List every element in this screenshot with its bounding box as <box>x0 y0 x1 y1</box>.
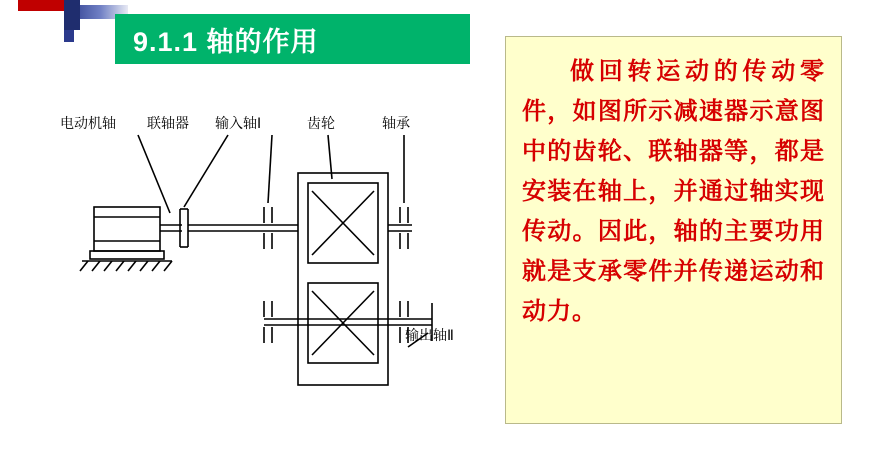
slide-title-band <box>115 14 470 64</box>
label-output-shaft: 输出轴Ⅱ <box>405 328 454 344</box>
label-gear: 齿轮 <box>307 116 335 132</box>
description-text: 做回转运动的传动零件，如图所示减速器示意图中的齿轮、联轴器等，都是安装在轴上，并通过轴实现传动。因此，轴的主要功用就是支承零件并传递运动和动力。 <box>522 57 825 325</box>
description-panel <box>505 36 842 424</box>
corner-bar-small-icon <box>64 30 74 42</box>
reducer-diagram <box>60 95 500 435</box>
label-bearing: 轴承 <box>382 116 410 132</box>
page-title: 9.1.1 轴的作用 <box>133 26 319 57</box>
label-motor-shaft: 电动机轴 <box>60 116 116 132</box>
reducer-schematic-svg <box>60 95 500 435</box>
decorative-corner <box>0 0 130 46</box>
corner-bar-navy-icon <box>64 0 80 30</box>
label-coupling: 联轴器 <box>147 116 189 132</box>
label-input-shaft: 输入轴Ⅰ <box>215 116 262 132</box>
